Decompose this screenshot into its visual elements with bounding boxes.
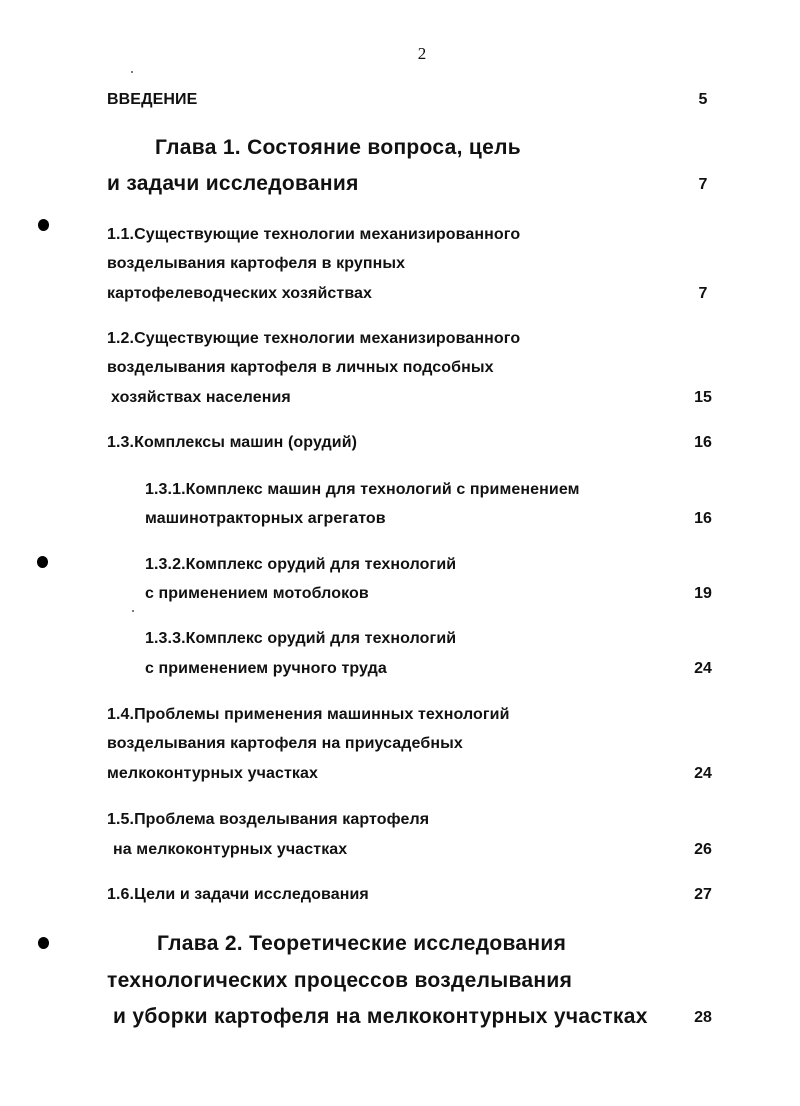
toc-entry-line: картофелеводческих хозяйствах <box>107 285 373 302</box>
toc-entry-line: возделывания картофеля на приусадебных <box>107 735 463 752</box>
toc-page-number: 5 <box>698 91 708 108</box>
toc-entry-line: возделывания картофеля в крупных <box>107 255 406 272</box>
toc-page-number: 16 <box>694 434 712 451</box>
toc-entry-line: 1.1.Существующие технологии механизированного <box>107 226 521 243</box>
toc-entry-line: машинотракторных агрегатов <box>145 510 386 527</box>
toc-page-number: 19 <box>694 585 712 602</box>
toc-page-number: 16 <box>694 510 712 527</box>
toc-entry-line: с применением ручного труда <box>145 660 387 677</box>
margin-bullet-mark <box>38 219 49 231</box>
toc-entry-line: 1.3.1.Комплекс машин для технологий с применением <box>145 481 580 498</box>
toc-entry-line: на мелкоконтурных участках <box>113 841 348 858</box>
toc-page-number: 28 <box>694 1009 712 1026</box>
toc-page-number: 24 <box>694 660 712 677</box>
margin-bullet-mark <box>37 556 48 568</box>
toc-page-number: 7 <box>698 176 708 193</box>
toc-entry-line: 1.3.2.Комплекс орудий для технологий <box>145 556 457 573</box>
toc-entry-line: 1.4.Проблемы применения машинных технологий <box>107 706 510 723</box>
toc-page-number: 24 <box>694 765 712 782</box>
chapter-heading-line: Глава 1. Состояние вопроса, цель <box>155 136 521 159</box>
toc-page-number: 26 <box>694 841 712 858</box>
chapter-heading-line: и уборки картофеля на мелкоконтурных участках <box>113 1005 648 1028</box>
scan-speck <box>131 71 133 73</box>
toc-entry-line: возделывания картофеля в личных подсобных <box>107 359 494 376</box>
scan-speck <box>132 610 134 612</box>
chapter-heading-line: технологических процессов возделывания <box>107 969 573 992</box>
toc-entry-line: с применением мотоблоков <box>145 585 369 602</box>
margin-bullet-mark <box>38 937 49 949</box>
toc-entry-line: хозяйствах населения <box>111 389 291 406</box>
toc-page-number: 15 <box>694 389 712 406</box>
toc-entry-line: 1.2.Существующие технологии механизированного <box>107 330 521 347</box>
toc-entry-title: ВВЕДЕНИЕ <box>107 91 198 108</box>
toc-entry-line: 1.5.Проблема возделывания картофеля <box>107 811 430 828</box>
toc-entry-line: 1.3.3.Комплекс орудий для технологий <box>145 630 457 647</box>
toc-entry-line: 1.6.Цели и задачи исследования <box>107 886 369 903</box>
toc-entry-line: мелкоконтурных участках <box>107 765 318 782</box>
toc-page-number: 27 <box>694 886 712 903</box>
chapter-heading-line: и задачи исследования <box>107 172 359 195</box>
page-number: 2 <box>417 44 427 63</box>
chapter-heading-line: Глава 2. Теоретические исследования <box>157 932 567 955</box>
toc-page-number: 7 <box>698 285 708 302</box>
toc-entry-line: 1.3.Комплексы машин (орудий) <box>107 434 358 451</box>
